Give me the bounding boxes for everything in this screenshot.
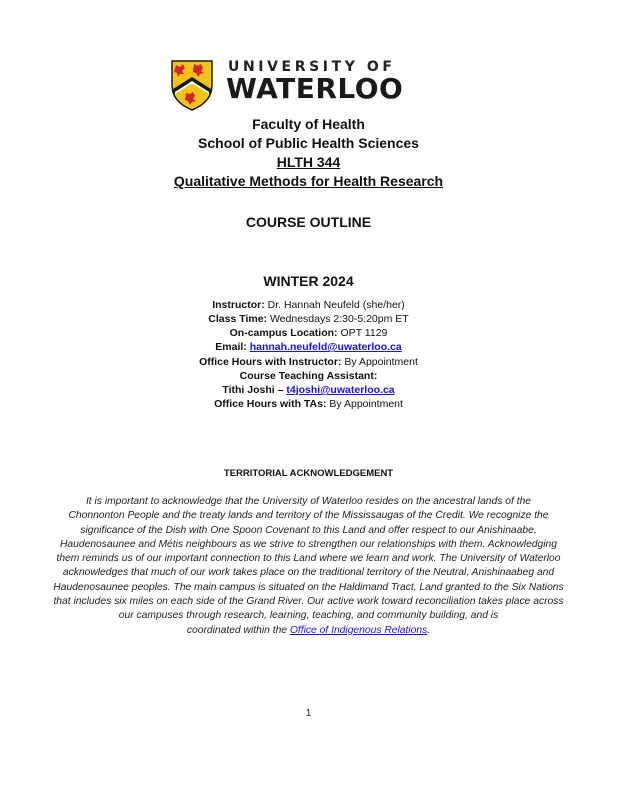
instructor-line bbox=[0, 298, 617, 312]
ack-last-prefix: coordinated within the bbox=[186, 624, 290, 636]
email-label: Email: bbox=[215, 341, 250, 353]
email-line bbox=[0, 340, 617, 354]
class-time-label: Class Time: bbox=[208, 313, 268, 325]
course-code bbox=[0, 153, 617, 171]
term: WINTER 2024 bbox=[263, 273, 354, 289]
faculty-name: Faculty of Health bbox=[252, 116, 365, 132]
class-time-line bbox=[0, 312, 617, 326]
instructor-label: Instructor: bbox=[212, 299, 265, 311]
ack-line: that includes six miles on each side of the Grand River. Our active work toward reconciliation takes place across bbox=[53, 596, 564, 608]
ta-line bbox=[0, 383, 617, 397]
office-hours-instructor-label: Office Hours with Instructor: bbox=[199, 356, 342, 368]
logo-text-waterloo: WATERLOO bbox=[226, 72, 404, 105]
location-label: On-campus Location: bbox=[229, 327, 338, 339]
location-line bbox=[0, 326, 617, 340]
ack-line: acknowledges that much of our work takes place on the traditional territory of the Neutral, Anishinaabeg and bbox=[62, 567, 555, 579]
university-logo bbox=[170, 57, 404, 113]
page-number: 1 bbox=[305, 708, 312, 719]
document-type: COURSE OUTLINE bbox=[245, 214, 372, 230]
indigenous-relations-link[interactable]: Office of Indigenous Relations bbox=[289, 624, 428, 636]
ack-last-line bbox=[20, 624, 597, 638]
ta-email-link[interactable]: t4joshi@uwaterloo.ca bbox=[286, 384, 395, 396]
ack-line: significance of the Dish with One Spoon Covenant to this Land and offer respect to our Anishinaabe, bbox=[80, 524, 537, 536]
ta-name: Tithi Joshi – bbox=[222, 384, 287, 396]
location-value: OPT 1129 bbox=[337, 327, 388, 339]
office-hours-ta-value: By Appointment bbox=[326, 398, 403, 410]
acknowledgement-text bbox=[20, 495, 597, 638]
ack-line: Haudenosaunee peoples. The main campus is situated on the Haldimand Tract, Land granted to the Six Nations bbox=[53, 581, 564, 593]
office-hours-instructor-line bbox=[0, 355, 617, 369]
class-time-value: Wednesdays 2:30-5:20pm ET bbox=[267, 313, 409, 325]
ack-line: It is important to acknowledge that the University of Waterloo resides on the ancestral lands of the bbox=[85, 496, 532, 507]
office-hours-ta-label: Office Hours with TAs: bbox=[214, 398, 327, 410]
school-name: School of Public Health Sciences bbox=[198, 135, 419, 151]
instructor-email-link[interactable]: hannah.neufeld@uwaterloo.ca bbox=[249, 341, 402, 353]
logo-text-university-of: UNIVERSITY OF bbox=[228, 59, 396, 75]
instructor-value: Dr. Hannah Neufeld (she/her) bbox=[264, 299, 405, 311]
ta-heading-line bbox=[0, 369, 617, 383]
office-hours-instructor-value: By Appointment bbox=[341, 356, 418, 368]
university-crest-icon bbox=[170, 59, 214, 111]
course-title-text: Qualitative Methods for Health Research bbox=[173, 173, 444, 189]
acknowledgement-title: TERRITORIAL ACKNOWLEDGEMENT bbox=[223, 468, 394, 479]
office-hours-ta-line bbox=[0, 397, 617, 411]
ack-line: Haudenosaunee and Métis neighbours as we strive to strengthen our relationships with them. Acknowledging bbox=[59, 538, 558, 550]
ack-line: Chonnonton People and the treaty lands and territory of the Mississaugas of the Credit. We recognize the bbox=[68, 510, 549, 522]
ack-line: them reminds us of our important connection to this Land where we learn and work. The University of Waterloo bbox=[56, 553, 561, 565]
ack-last-suffix: . bbox=[427, 624, 431, 636]
course-title bbox=[0, 172, 617, 190]
course-code-text: HLTH 344 bbox=[276, 154, 341, 170]
ack-line: our campuses through research, learning, teaching, and community building, and is bbox=[118, 610, 499, 622]
ta-heading: Course Teaching Assistant: bbox=[239, 370, 378, 382]
